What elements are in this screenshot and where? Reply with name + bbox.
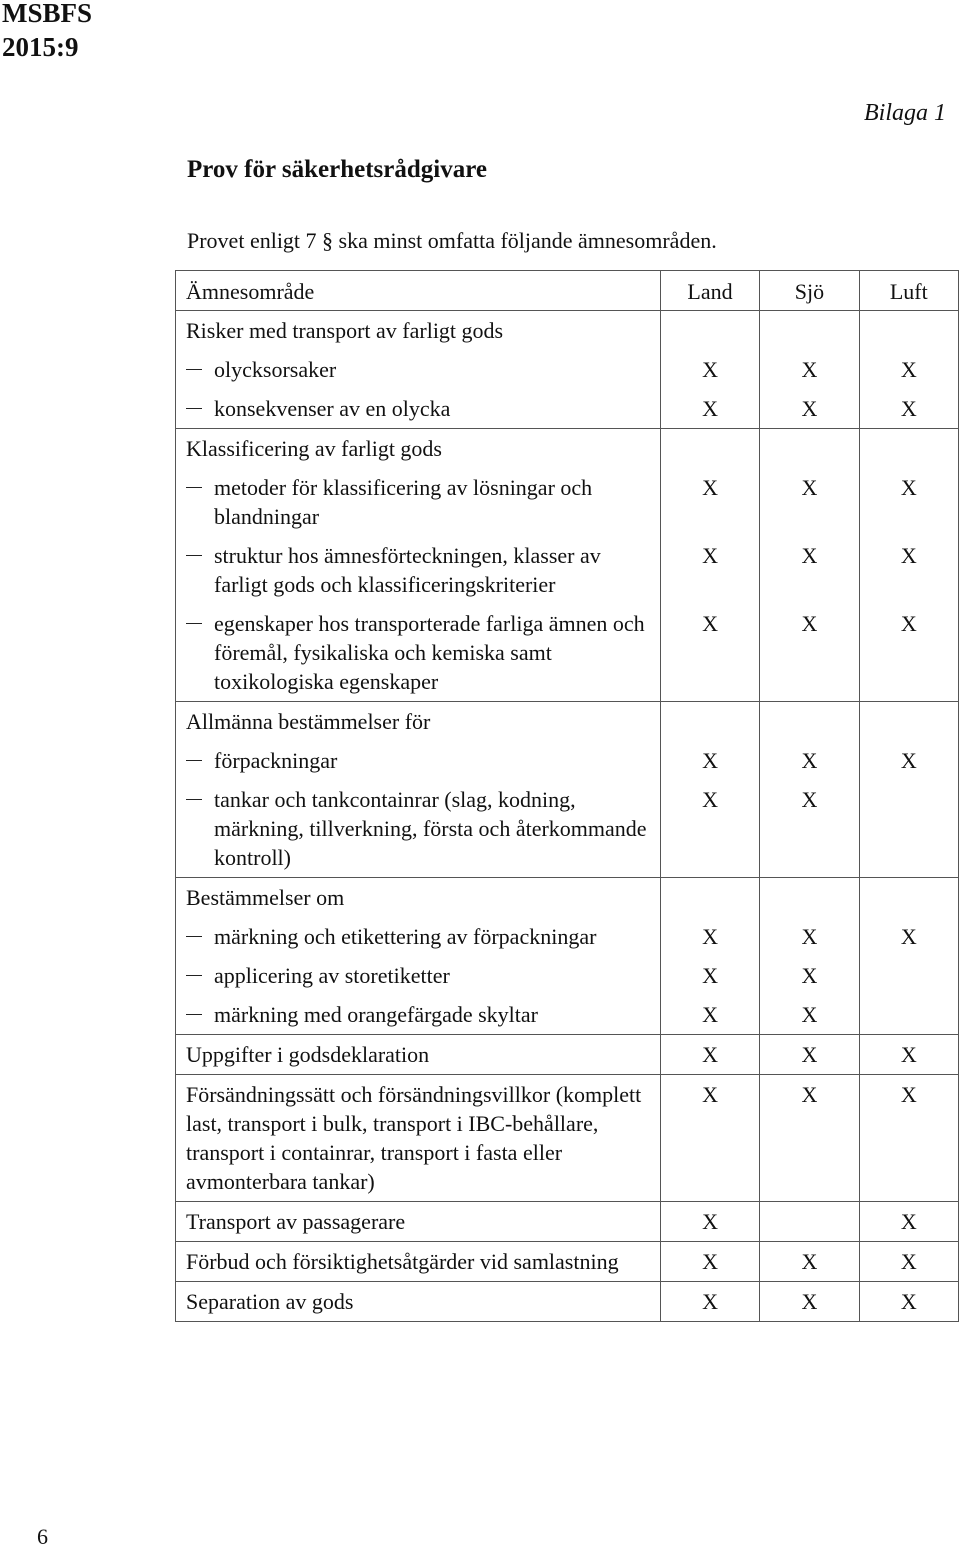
land-mark: X [660,389,759,429]
page-number: 6 [37,1524,48,1549]
topic-text: Klassificering av farligt gods [186,436,442,461]
subtopic-cell [176,956,661,995]
topic-cell [176,429,661,469]
topic-text: Risker med transport av farligt gods [186,318,504,343]
subtopic-text: märkning och etikettering av förpackningar [214,924,597,949]
air-mark: X [859,604,958,702]
list-item [186,746,650,775]
table-row [176,1202,959,1242]
table-row [176,350,959,389]
table-row [176,1035,959,1075]
air-mark: X [859,389,958,429]
air-mark: X [859,1242,958,1282]
land-mark [660,878,759,918]
land-mark [660,702,759,742]
table-row [176,311,959,351]
subtopic-cell [176,604,661,702]
air-mark: X [859,917,958,956]
sea-mark: X [760,917,859,956]
sea-mark [760,1202,859,1242]
subtopic-text: applicering av storetiketter [214,963,450,988]
topic-cell [176,1242,661,1282]
subtopic-text: märkning med orangefärgade skyltar [214,1002,538,1027]
dash-bullet-icon [186,785,214,872]
topic-text: Allmänna bestämmelser för [186,709,431,734]
subtopic-text: konsekvenser av en olycka [214,396,451,421]
dash-bullet-icon [186,541,214,599]
dash-bullet-icon [186,473,214,531]
subtopic-cell [176,389,661,429]
topic-cell [176,311,661,351]
air-mark [859,780,958,878]
sea-mark: X [760,389,859,429]
land-mark: X [660,1075,759,1202]
sea-mark: X [760,1035,859,1075]
sea-mark: X [760,995,859,1035]
subtopic-cell [176,995,661,1035]
topic-text: Separation av gods [186,1289,354,1314]
sea-mark [760,878,859,918]
document-series: MSBFS [2,0,93,28]
table-row [176,956,959,995]
sea-mark [760,702,859,742]
document-number: 2015:9 [2,32,79,62]
subtopic-cell [176,780,661,878]
air-mark [859,311,958,351]
table-body [176,311,959,1322]
table-row [176,604,959,702]
table-row [176,536,959,604]
list-item [186,355,650,384]
topic-cell [176,1282,661,1322]
topic-cell [176,1202,661,1242]
dash-bullet-icon [186,1000,214,1029]
table-row [176,389,959,429]
subtopic-text: olycksorsaker [214,357,337,382]
air-mark: X [859,1035,958,1075]
dash-bullet-icon [186,961,214,990]
sea-mark: X [760,536,859,604]
dash-bullet-icon [186,746,214,775]
sea-mark: X [760,780,859,878]
list-item [186,609,650,696]
list-item [186,541,650,599]
list-item [186,473,650,531]
air-mark [859,995,958,1035]
dash-bullet-icon [186,922,214,951]
air-mark: X [859,536,958,604]
land-mark: X [660,1242,759,1282]
subtopic-cell [176,536,661,604]
sea-mark: X [760,604,859,702]
air-mark [859,878,958,918]
list-item [186,785,650,872]
dash-bullet-icon [186,609,214,696]
topic-text: Bestämmelser om [186,885,345,910]
table-row [176,1075,959,1202]
header-sea: Sjö [760,271,859,311]
land-mark: X [660,995,759,1035]
subtopic-cell [176,917,661,956]
land-mark: X [660,604,759,702]
topic-cell [176,878,661,918]
land-mark: X [660,956,759,995]
header-subject: Ämnesområde [176,271,661,311]
land-mark: X [660,741,759,780]
table-row [176,702,959,742]
air-mark: X [859,1075,958,1202]
subtopic-cell [176,350,661,389]
air-mark: X [859,1282,958,1322]
page-title: Prov för säkerhetsrådgivare [187,156,487,183]
table-row [176,741,959,780]
air-mark: X [859,350,958,389]
sea-mark [760,311,859,351]
list-item [186,961,650,990]
sea-mark: X [760,1282,859,1322]
land-mark: X [660,536,759,604]
subtopic-text: egenskaper hos transporterade farliga ämnen och föremål, fysikaliska och kemiska samt toxikologiska egenskaper [214,611,645,694]
land-mark: X [660,917,759,956]
sea-mark: X [760,956,859,995]
table-row [176,917,959,956]
topic-cell [176,702,661,742]
list-item [186,394,650,423]
list-item [186,1000,650,1029]
sea-mark: X [760,1242,859,1282]
table-row [176,1242,959,1282]
land-mark: X [660,1035,759,1075]
land-mark [660,429,759,469]
topic-text: Transport av passagerare [186,1209,406,1234]
table-row [176,995,959,1035]
header-land: Land [660,271,759,311]
land-mark: X [660,780,759,878]
table-row [176,780,959,878]
air-mark: X [859,1202,958,1242]
subtopic-text: förpackningar [214,748,338,773]
sea-mark [760,429,859,469]
land-mark: X [660,468,759,536]
air-mark: X [859,468,958,536]
sea-mark: X [760,468,859,536]
land-mark [660,311,759,351]
subtopic-cell [176,741,661,780]
table-row [176,1282,959,1322]
sea-mark: X [760,350,859,389]
topic-cell [176,1035,661,1075]
list-item [186,922,650,951]
air-mark [859,702,958,742]
document-code [2,0,92,64]
table-row [176,878,959,918]
land-mark: X [660,1282,759,1322]
air-mark [859,429,958,469]
subtopic-text: tankar och tankcontainrar (slag, kodning, märkning, tillverkning, första och återkommande kontroll) [214,787,647,870]
topic-text: Uppgifter i godsdeklaration [186,1042,430,1067]
subtopic-cell [176,468,661,536]
intro-text: Provet enligt 7 § ska minst omfatta följande ämnesområden. [187,228,717,253]
appendix-label: Bilaga 1 [864,100,946,126]
subjects-table [175,270,959,1322]
air-mark: X [859,741,958,780]
table-header-row [176,271,959,311]
table-row [176,468,959,536]
air-mark [859,956,958,995]
dash-bullet-icon [186,394,214,423]
land-mark: X [660,1202,759,1242]
table-row [176,429,959,469]
topic-cell [176,1075,661,1202]
sea-mark: X [760,741,859,780]
topic-text: Förbud och försiktighetsåtgärder vid samlastning [186,1249,619,1274]
dash-bullet-icon [186,355,214,384]
topic-text: Försändningssätt och försändningsvillkor (komplett last, transport i bulk, transport i IBC-behållare, transport i containrar, transport i fasta eller avmonterbara tankar) [186,1082,642,1194]
header-air: Luft [859,271,958,311]
subtopic-text: metoder för klassificering av lösningar och blandningar [214,475,593,529]
sea-mark: X [760,1075,859,1202]
subtopic-text: struktur hos ämnesförteckningen, klasser av farligt gods och klassificeringskriterier [214,543,601,597]
land-mark: X [660,350,759,389]
